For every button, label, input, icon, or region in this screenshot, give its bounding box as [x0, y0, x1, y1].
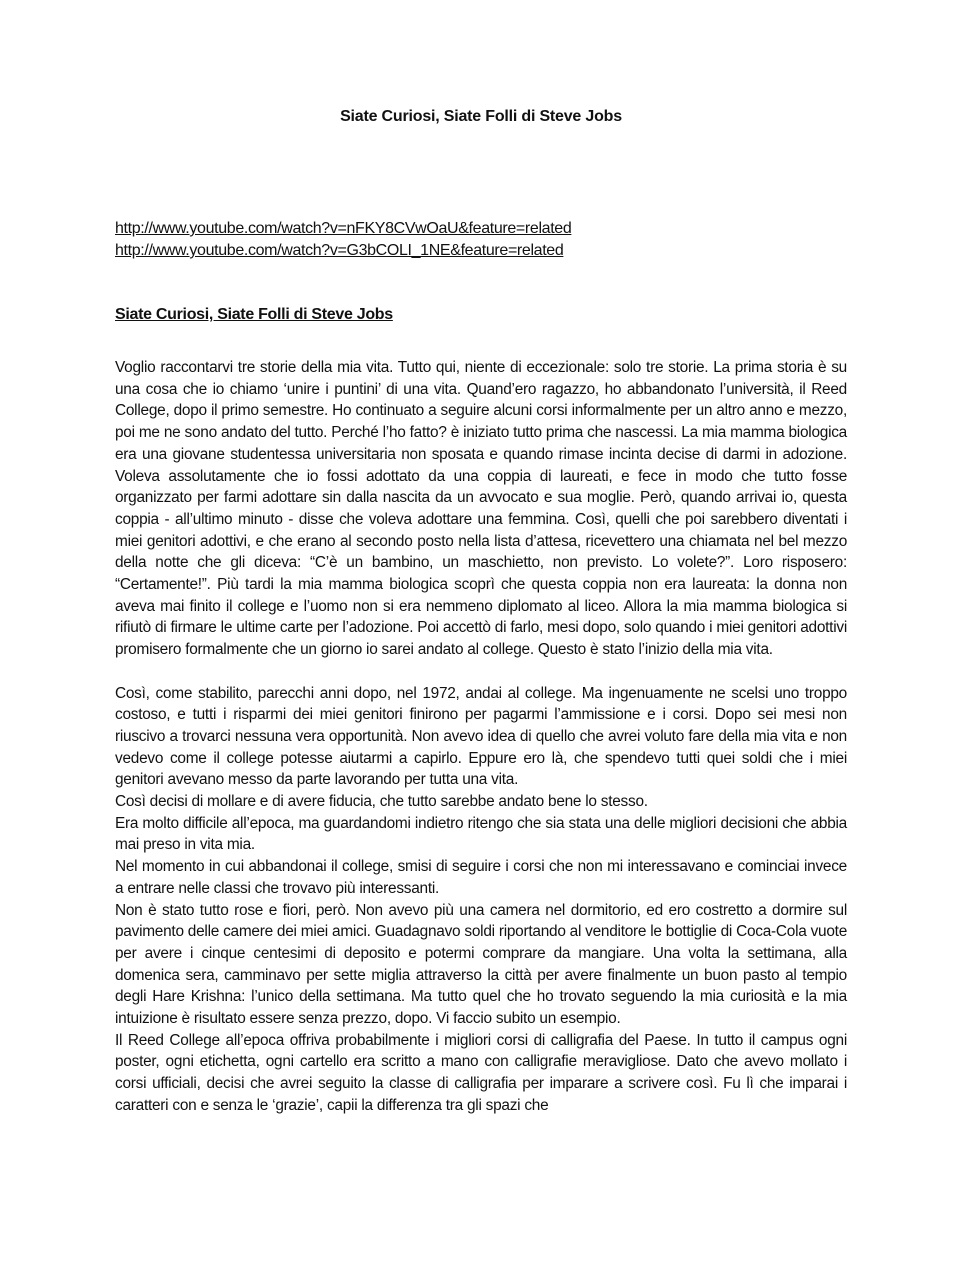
youtube-link-2[interactable]: http://www.youtube.com/watch?v=G3bCOLI_1NE&feature=related [115, 242, 564, 259]
paragraph-7: Il Reed College all’epoca offriva probabilmente i migliori corsi di calligrafia del Paese. In tutto il campus ogni poster, ogni etichetta, ogni cartello era scritto a mano con calligrafie meravigliose. Dato che avevo mollato i corsi ufficiali, decisi che avrei seguito la classe di calligrafia per imparare a scrivere così. Fu lì che imparai i caratteri con e senza le ‘grazie’, capii la differenza tra gli spazi che [115, 1031, 847, 1114]
paragraph-3: Così decisi di mollare e di avere fiducia, che tutto sarebbe andato bene lo stesso. [115, 793, 648, 811]
paragraph-6: Non è stato tutto rose e fiori, però. Non avevo più una camera nel dormitorio, ed ero costretto a dormire sul pavimento delle camere dei miei amici. Guadagnavo soldi riportando al venditore le bottiglie di Coca-Cola vuote per avere i cinque centesimi di deposito e potermi comprare da mangiare. Una volta la settimana, alla domenica sera, camminavo per sette miglia attraverso la città per avere finalmente un buon pasto al tempio degli Hare Krishna: l’unico della settimana. Ma tutto quel che ho trovato seguendo la mia curiosità e la mia intuizione è risultato essere senza prezzo, dopo. Vi faccio subito un esempio. [115, 901, 847, 1028]
document-title: Siate Curiosi, Siate Folli di Steve Jobs [340, 108, 622, 125]
paragraph-4: Era molto difficile all’epoca, ma guardandomi indietro ritengo che sia stata una delle migliori decisioni che abbia mai preso in vita mia. [115, 814, 847, 854]
paragraph-spacer [115, 661, 847, 683]
section-heading: Siate Curiosi, Siate Folli di Steve Jobs [115, 306, 393, 323]
paragraph-1: Voglio raccontarvi tre storie della mia vita. Tutto qui, niente di eccezionale: solo tre storie. La prima storia è su una cosa che io chiamo ‘unire i puntini’ di una vita. Quand’ero ragazzo, ho abbandonato l’università, il Reed College, dopo il primo semestre. Ho continuato a seguire alcuni corsi informalmente per un altro anno e mezzo, poi me ne sono andato del tutto. Perché l’ho fatto? è iniziato tutto prima che nascessi. La mia mamma biologica era una giovane studentessa universitaria non sposata e quando rimase incinta decise di darmi in adozione. Voleva assolutamente che io fossi adottato da una coppia di laureati, e fece in modo che tutto fosse organizzato per farmi adottare sin dalla nascita da un avvocato e sua moglie. Però, quando arrivai io, questa coppia - all’ultimo minuto - disse che voleva adottare una femmina. Così, quelli che poi sarebbero diventati i miei genitori adottivi, e che erano al secondo posto nella lista d’attesa, ricevettero una chiamata nel bel mezzo della notte che gli diceva: “C’è un bambino, un maschietto, non previsto. Lo volete?”. Loro risposero: “Certamente!”. Più tardi la mia mamma biologica scoprì che questa coppia non era laureata: la donna non aveva mai finito il college e l’uomo non si era nemmeno diplomato al liceo. Allora la mia mamma biologica si rifiutò di firmare le ultime carte per l’adozione. Poi accettò di farlo, mesi dopo, solo quando i miei genitori adottivi promisero formalmente che un giorno io sarei andato al college. Questo è stato l’inizio della mia vita. [115, 359, 847, 659]
document-body [115, 357, 847, 1117]
paragraph-2: Così, come stabilito, parecchi anni dopo, nel 1972, andai al college. Ma ingenuamente ne scelsi uno troppo costoso, e tutti i risparmi dei miei genitori finirono per pagarmi l’ammissione e i corsi. Dopo sei mesi non riuscivo a trovarci nessuna vera opportunità. Non avevo idea di quello che avrei voluto fare della mia vita e non vedevo come il college potesse aiutarmi a capirlo. Eppure ero là, che spendevo tutti quei soldi che i miei genitori avevano messo da parte lavorando per tutta una vita. [115, 684, 847, 789]
paragraph-5: Nel momento in cui abbandonai il college, smisi di seguire i corsi che non mi interessavano e cominciai invece a entrare nelle classi che trovavo più interessanti. [115, 858, 847, 897]
youtube-link-1[interactable]: http://www.youtube.com/watch?v=nFKY8CVwOaU&feature=related [115, 220, 572, 237]
video-links [115, 218, 571, 262]
